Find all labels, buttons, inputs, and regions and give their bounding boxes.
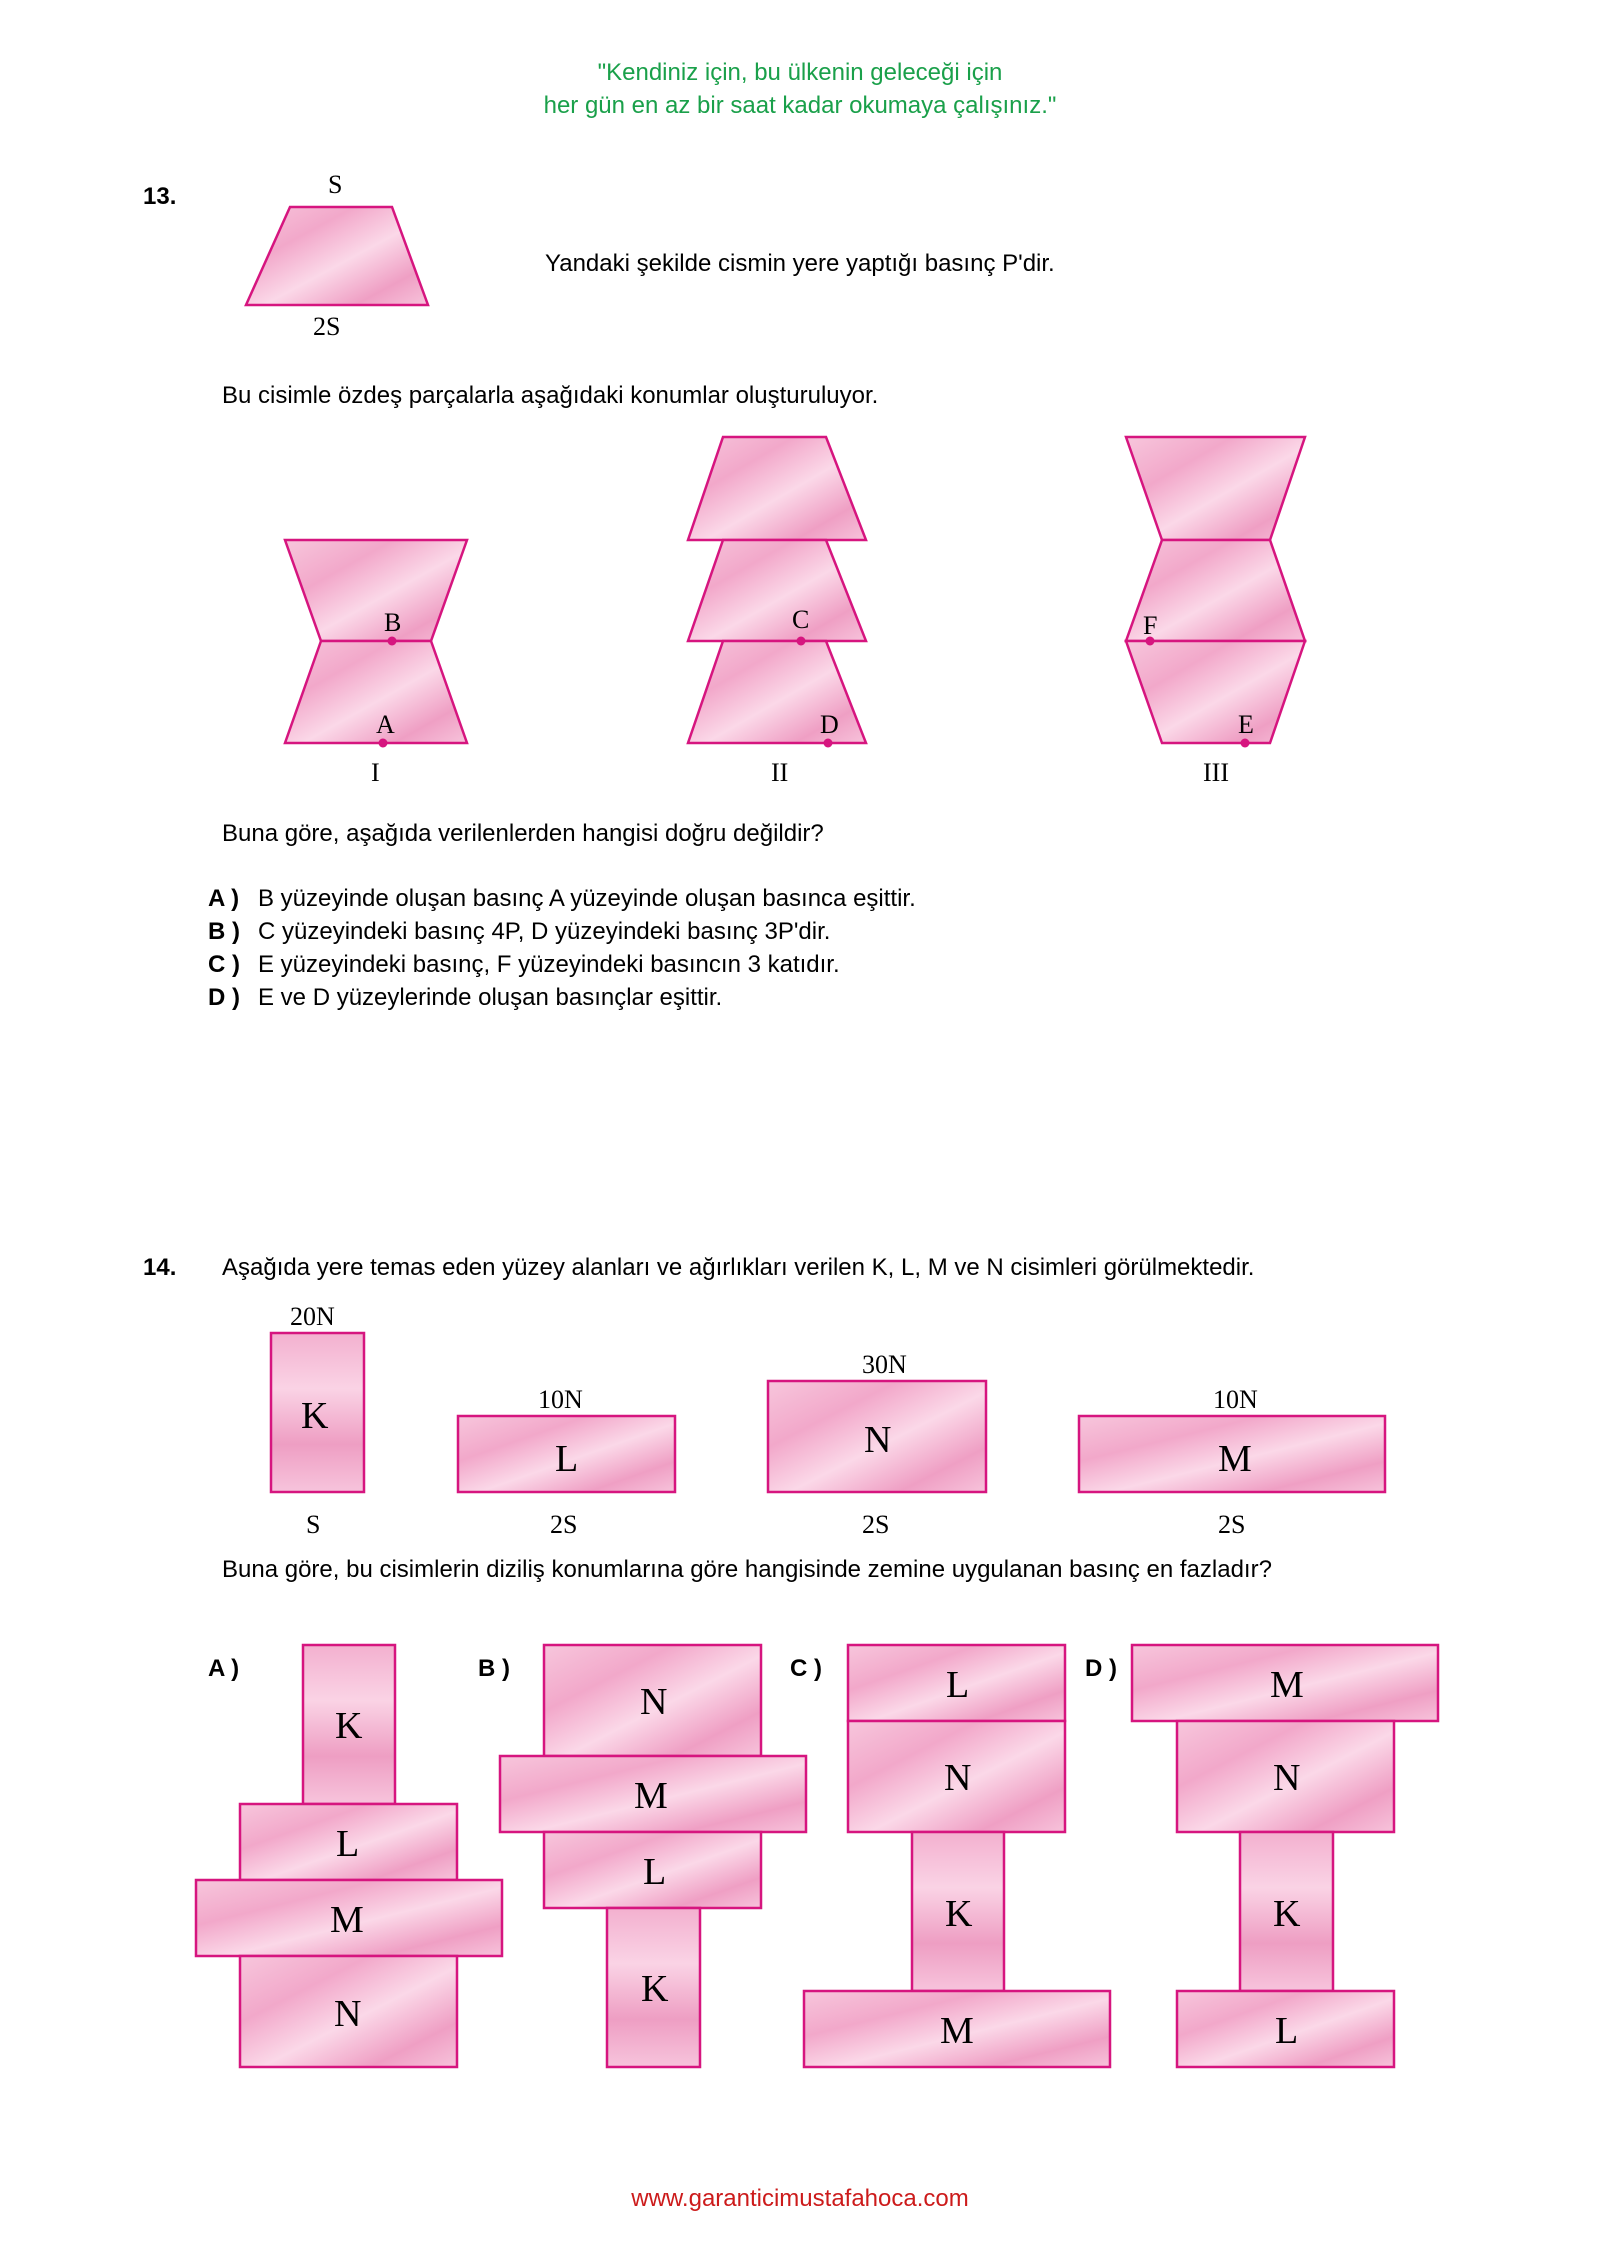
q13-question: Buna göre, aşağıda verilenlerden hangisi doğru değildir? [222, 820, 824, 847]
q13-statement: Yandaki şekilde cismin yere yaptığı basınç P'dir. [545, 250, 1055, 277]
q13-option-b[interactable] [208, 915, 830, 948]
body-L-area: 2S [550, 1510, 578, 1539]
config-label-II: II [771, 758, 789, 787]
body-K-area: S [306, 1510, 321, 1539]
config-label-III: III [1203, 758, 1229, 787]
opt-d-block-4: L [1275, 2010, 1299, 2052]
q13-option-b-key: B ) [208, 918, 240, 945]
point-C [797, 637, 806, 646]
q13-option-a-key: A ) [208, 885, 240, 912]
body-L-name: L [555, 1438, 579, 1480]
q13-setup: Bu cisimle özdeş parçalarla aşağıdaki konumlar oluşturuluyor. [222, 382, 879, 409]
opt-a-block-2: L [336, 1823, 360, 1865]
opt-c-block-1: L [946, 1664, 970, 1706]
option-C-stack [804, 1645, 1110, 2067]
body-K-name: K [301, 1395, 329, 1437]
q13-option-a[interactable] [208, 882, 916, 915]
opt-d-block-2: N [1273, 1757, 1301, 1799]
q13-option-d-text: E ve D yüzeylerinde oluşan basınçlar eşittir. [258, 984, 723, 1011]
ref-bottom-label: 2S [313, 312, 341, 341]
q13-option-a-text: B yüzeyinde oluşan basınç A yüzeyinde oluşan basınca eşittir. [258, 885, 916, 912]
opt-d-block-1: M [1270, 1664, 1304, 1706]
label-F: F [1143, 611, 1158, 640]
opt-b-block-1: N [640, 1681, 668, 1723]
body-N-name: N [864, 1419, 892, 1461]
label-B: B [384, 608, 402, 637]
q14-option-a-key[interactable]: A ) [208, 1655, 240, 1682]
motto-line-1: "Kendiniz için, bu ülkenin geleceği için [597, 59, 1003, 86]
body-M-name: M [1218, 1438, 1252, 1480]
opt-b-block-4: K [641, 1968, 669, 2010]
body-N-area: 2S [862, 1510, 890, 1539]
footer-url[interactable]: www.garanticimustafahoca.com [631, 2185, 969, 2212]
q13-option-c-text: E yüzeyindeki basınç, F yüzeyindeki basıncın 3 katıdır. [258, 951, 840, 978]
motto-line-2: her gün en az bir saat kadar okumaya çalışınız." [543, 92, 1057, 119]
opt-c-block-3: K [945, 1893, 973, 1935]
body-N-weight: 30N [862, 1350, 907, 1379]
q13-option-d[interactable] [208, 981, 722, 1014]
label-C: C [792, 605, 810, 634]
opt-c-block-2: N [944, 1757, 972, 1799]
opt-a-block-4: N [334, 1993, 362, 2035]
opt-a-block-1: K [335, 1705, 363, 1747]
opt-c-block-4: M [940, 2010, 974, 2052]
opt-b-block-2: M [634, 1775, 668, 1817]
option-D-stack [1132, 1645, 1438, 2067]
config-II [688, 437, 866, 748]
config-label-I: I [371, 758, 380, 787]
q13-option-c-key: C ) [208, 951, 240, 978]
label-D: D [820, 710, 839, 739]
q14-statement: Aşağıda yere temas eden yüzey alanları ve ağırlıkları verilen K, L, M ve N cisimleri görülmektedir. [222, 1254, 1255, 1281]
body-M-area: 2S [1218, 1510, 1246, 1539]
body-K-weight: 20N [290, 1302, 335, 1331]
q13-option-b-text: C yüzeyindeki basınç 4P, D yüzeyindeki basınç 3P'dir. [258, 918, 831, 945]
q13-option-c[interactable] [208, 948, 840, 981]
q14-option-b-key[interactable]: B ) [478, 1655, 510, 1682]
q13-number: 13. [143, 183, 177, 210]
body-M-weight: 10N [1213, 1385, 1258, 1414]
reference-trapezoid [246, 207, 428, 305]
ref-top-label: S [328, 170, 343, 199]
opt-b-block-3: L [643, 1851, 667, 1893]
opt-a-block-3: M [330, 1899, 364, 1941]
q14-number: 14. [143, 1254, 177, 1281]
q14-option-d-key[interactable]: D ) [1085, 1655, 1117, 1682]
config-III [1126, 437, 1305, 748]
label-A: A [376, 710, 395, 739]
opt-d-block-3: K [1273, 1893, 1301, 1935]
q13-option-d-key: D ) [208, 984, 240, 1011]
q14-question: Buna göre, bu cisimlerin diziliş konumlarına göre hangisinde zemine uygulanan basınç en fazladır? [222, 1556, 1272, 1583]
q14-option-c-key[interactable]: C ) [790, 1655, 822, 1682]
label-E: E [1238, 710, 1254, 739]
body-L-weight: 10N [538, 1385, 583, 1414]
